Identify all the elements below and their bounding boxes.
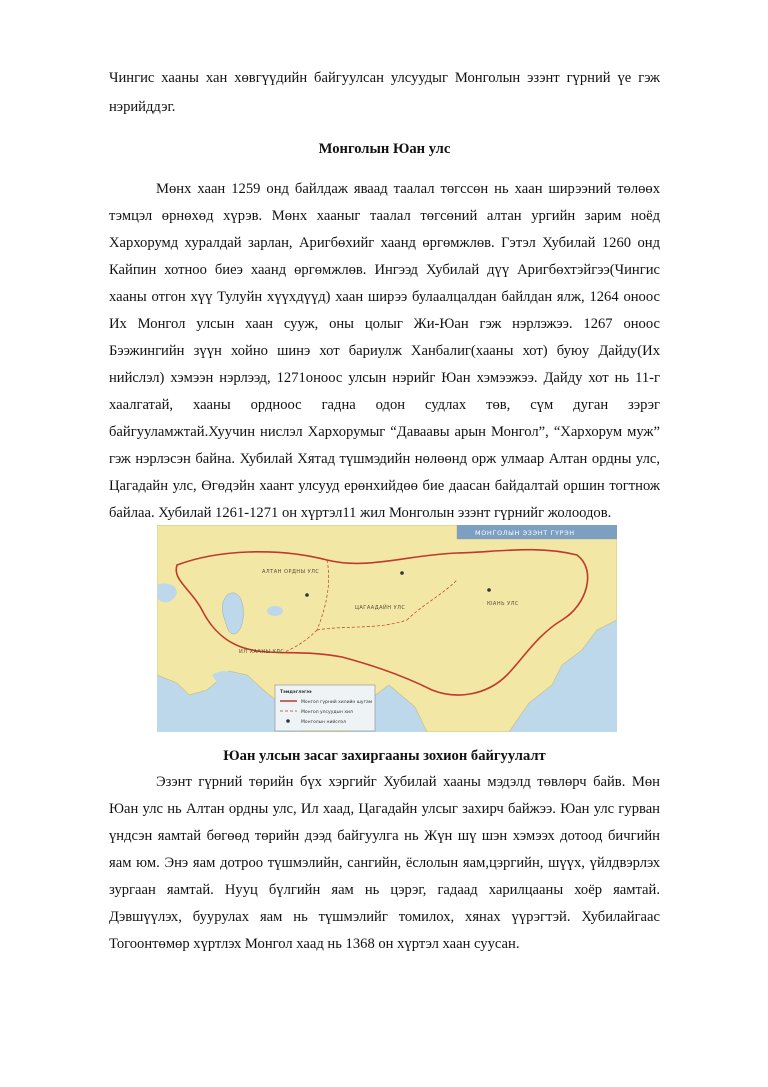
text-line: Юан улс нь Алтан ордны улс, Ил хаад, Цагадайн улсыг захирч байжээ. Юан улс гурван xyxy=(109,801,660,817)
intro-line: нэрийддэг. xyxy=(109,99,176,115)
text-line: гэж нэрлэсэн байна. Хубилай Хятад түшмэдийн нөлөөнд орж улмаар Алтан ордны улс, xyxy=(109,451,660,467)
text-line: Хархорумд хуралдай зарлан, Аригбөхийг хаанд өргөмжлөв. Гэтэл Хубилай 1260 онд xyxy=(109,235,660,251)
legend-item: Монгол гүрний хилийн шугам xyxy=(301,700,373,705)
text-line: Мөнх хаан 1259 онд байлдаж яваад таалал төгссөн нь хаан ширээний төлөөх xyxy=(156,181,660,197)
text-line: Тогоонтөмөр хүртлэх Монгол хаад нь 1368 он хүртэл хаан суусан. xyxy=(109,936,520,952)
text-line: үндсэн яамтай бөгөөд төрийн дээд байгуулга нь Жүн шү шэн хэмээх дотоод бичгийн xyxy=(109,828,660,844)
map-label-chagatai: ЦАГААДАЙН УЛС xyxy=(355,605,406,611)
heading-administration: Юан улсын засаг захиргааны зохион байгуулалт xyxy=(223,748,546,764)
aral-sea xyxy=(267,606,283,616)
map-title: МОНГОЛЫН ЭЗЭНТ ГҮРЭН xyxy=(475,529,575,537)
text-line: Кайпин хотноо биеэ хаанд өргөмжлөв. Ингээд Хубилай дүү Аригбөхтэйгээ(Чингис xyxy=(109,262,660,278)
map-label-golden-horde: АЛТАН ОРДНЫ УЛС xyxy=(262,569,320,575)
text-line: байлаа. Хубилай 1261-1271 он хүртэл11 жил Монголын эзэнт гүрнийг жолоодов. xyxy=(109,505,612,521)
text-line: нийслэл) хэмээн нэрлээд, 1271оноос улсын нэрийг Юан хэмээжээ. Дайду хот нь 11-г xyxy=(109,370,660,386)
text-line: Цагадайн улс, Өгөдэйн хаант улсууд ерөнхийдөө бие даасан байдалтай оршин тогтнож xyxy=(109,478,660,494)
map-graphic xyxy=(157,525,617,732)
legend-swatch xyxy=(286,719,290,723)
legend-title: Тэмдэглэгээ xyxy=(280,690,312,695)
map-label-yuan: ЮАНЬ УЛС xyxy=(487,601,519,607)
map-label-ilkhanate: ИЛ ХААНЫ УЛС xyxy=(239,649,285,655)
legend-item: Монголын нийслэл xyxy=(301,720,346,725)
text-line: зургаан яамтай. Нууц бүлгийн яам нь цэрэг, гадаад харилцааны хоёр яамтай. xyxy=(109,882,660,898)
heading-yuan-state: Монголын Юан улс xyxy=(318,141,451,157)
intro-line: Чингис хааны хан хөвгүүдийн байгуулсан улсуудыг Монголын эзэнт гүрний үе гэж xyxy=(109,70,660,86)
capital-marker xyxy=(487,588,491,592)
text-line: яам юм. Энэ яам дотроо түшмэлийн, сангийн, ёслолын яам,цэргийн, шүүх, үйлдвэрлэх xyxy=(109,855,660,871)
text-line: хаалгатай, хааны ордноос гадна одон судлах төв, сүм дуган зэрэг xyxy=(109,397,660,413)
text-line: Бээжингийн зүүн хойно шинэ хот бариулж Ханбалиг(хааны хот) буюу Дайду(Их xyxy=(109,343,660,359)
text-line: хааны отгон хүү Тулуйн хүүхдүүд) хаан ширээ булаалцалдан байлдан ялж, 1264 оноос xyxy=(109,289,660,305)
capital-marker xyxy=(400,571,404,575)
text-line: байгууламжтай.Хуучин нислэл Хархорумыг “Даваавы арын Монгол”, “Хархорум муж” xyxy=(109,424,660,440)
text-line: Их Монгол улсын хаан сууж, оны цолыг Жи-Юан гэж нэрлэжээ. 1267 оноос xyxy=(109,316,660,332)
mongol-empire-map xyxy=(157,525,617,732)
text-line: тэмцэл өрнөхөд хүрэв. Мөнх хааныг таалал төгсөний алтан ургийн зарим ноёд xyxy=(109,208,660,224)
capital-marker xyxy=(305,593,309,597)
text-line: Дэвшүүлэх, буурулах яам нь түшмэлийг томилох, хянах үүрэгтэй. Хубилайгаас xyxy=(109,909,660,925)
legend-item: Монгол улсуудын хил xyxy=(301,710,353,715)
text-line: Эзэнт гүрний төрийн бүх хэргийг Хубилай хааны мэдэлд төвлөрч байв. Мөн xyxy=(156,774,660,790)
